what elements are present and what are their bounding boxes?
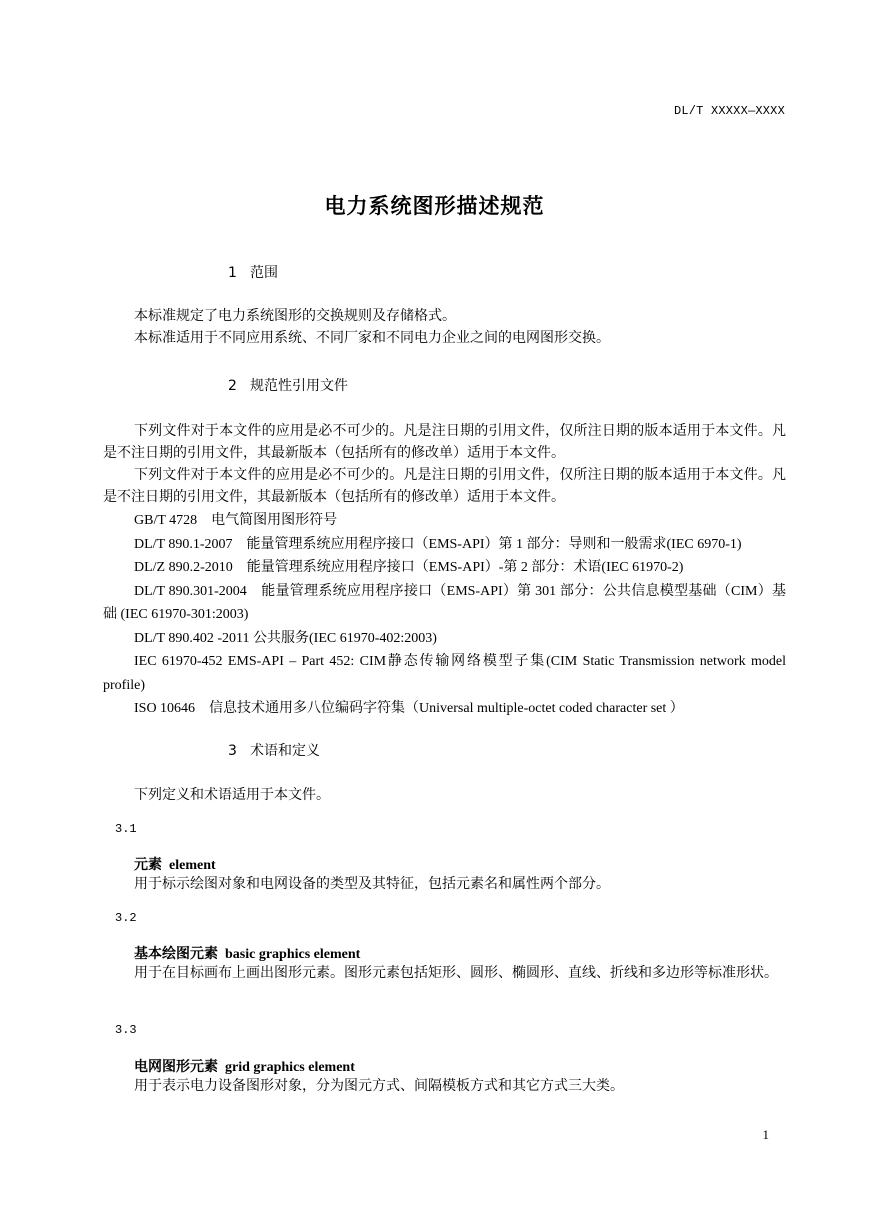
term-definition-block xyxy=(103,1076,786,1098)
term-name-zh: 基本绘图元素 xyxy=(134,947,218,962)
document-code: DL/T XXXXX—XXXX xyxy=(673,104,785,118)
section-heading-normative-references xyxy=(228,375,348,395)
term-definition: 用于标示绘图对象和电网设备的类型及其特征，包括元素名和属性两个部分。 xyxy=(134,877,610,892)
term-number: 3.1 xyxy=(115,822,137,836)
paragraph: 本标准规定了电力系统图形的交换规则及存储格式。 xyxy=(134,309,456,324)
page-number: 1 xyxy=(762,1127,769,1142)
section-body-scope xyxy=(103,306,786,350)
section-title: 范围 xyxy=(250,265,278,281)
term-heading xyxy=(134,943,360,963)
term-name-zh: 元素 xyxy=(134,858,162,873)
term-name-en: grid graphics element xyxy=(225,1060,355,1075)
paragraph: 下列定义和术语适用于本文件。 xyxy=(134,788,330,803)
section-number: 3 xyxy=(228,743,237,759)
term-number: 3.2 xyxy=(115,911,137,925)
term-number: 3.3 xyxy=(115,1023,137,1037)
term-name-en: element xyxy=(169,858,216,873)
reference-item: GB/T 4728 电气简图用图形符号 xyxy=(134,513,338,528)
term-definition-block xyxy=(103,963,786,985)
reference-item: DL/Z 890.2-2010 能量管理系统应用程序接口（EMS-API）-第 2 部分：术语(IEC 61970-2) xyxy=(134,560,684,575)
paragraph: 本标准适用于不同应用系统、不同厂家和不同电力企业之间的电网图形交换。 xyxy=(134,331,610,346)
paragraph: 下列文件对于本文件的应用是必不可少的。凡是注日期的引用文件，仅所注日期的版本适用于本文件。凡是不注日期的引用文件，其最新版本（包括所有的修改单）适用于本文件。 xyxy=(103,424,786,461)
term-definition: 用于在目标画布上画出图形元素。图形元素包括矩形、圆形、椭圆形、直线、折线和多边形等标准形状。 xyxy=(134,966,778,981)
section-heading-terms xyxy=(228,740,320,760)
reference-item: IEC 61970-452 EMS-API – Part 452: CIM静态传输网络模型子集(CIM Static Transmission network model profile) xyxy=(103,654,786,693)
reference-item: DL/T 890.1-2007 能量管理系统应用程序接口（EMS-API）第 1 部分：导则和一般需求(IEC 6970-1) xyxy=(134,536,742,552)
section-body-terms xyxy=(103,785,786,807)
term-definition: 用于表示电力设备图形对象，分为图元方式、间隔模板方式和其它方式三大类。 xyxy=(134,1079,624,1094)
section-number: 2 xyxy=(228,378,237,394)
paragraph: 下列文件对于本文件的应用是必不可少的。凡是注日期的引用文件，仅所注日期的版本适用于本文件。凡是不注日期的引用文件，其最新版本（包括所有的修改单）适用于本文件。 xyxy=(103,468,786,505)
section-body-normative-references xyxy=(103,421,786,721)
section-title: 术语和定义 xyxy=(250,743,320,759)
page-title: 电力系统图形描述规范 xyxy=(324,194,545,218)
term-name-zh: 电网图形元素 xyxy=(134,1060,218,1075)
section-number: 1 xyxy=(228,265,237,281)
section-title: 规范性引用文件 xyxy=(250,378,348,394)
term-heading xyxy=(134,1056,355,1076)
term-definition-block xyxy=(103,874,786,896)
term-name-en: basic graphics element xyxy=(225,947,361,962)
term-heading xyxy=(134,854,216,874)
reference-item: DL/T 890.301-2004 能量管理系统应用程序接口（EMS-API）第 301 部分：公共信息模型基础（CIM）基础 (IEC 61970-301:2003) xyxy=(103,583,786,622)
reference-item: DL/T 890.402 -2011 公共服务(IEC 61970-402:2003) xyxy=(134,630,437,646)
reference-item: ISO 10646 信息技术通用多八位编码字符集（Universal multiple-octet coded character set ） xyxy=(134,701,684,716)
section-heading-scope xyxy=(228,262,278,282)
